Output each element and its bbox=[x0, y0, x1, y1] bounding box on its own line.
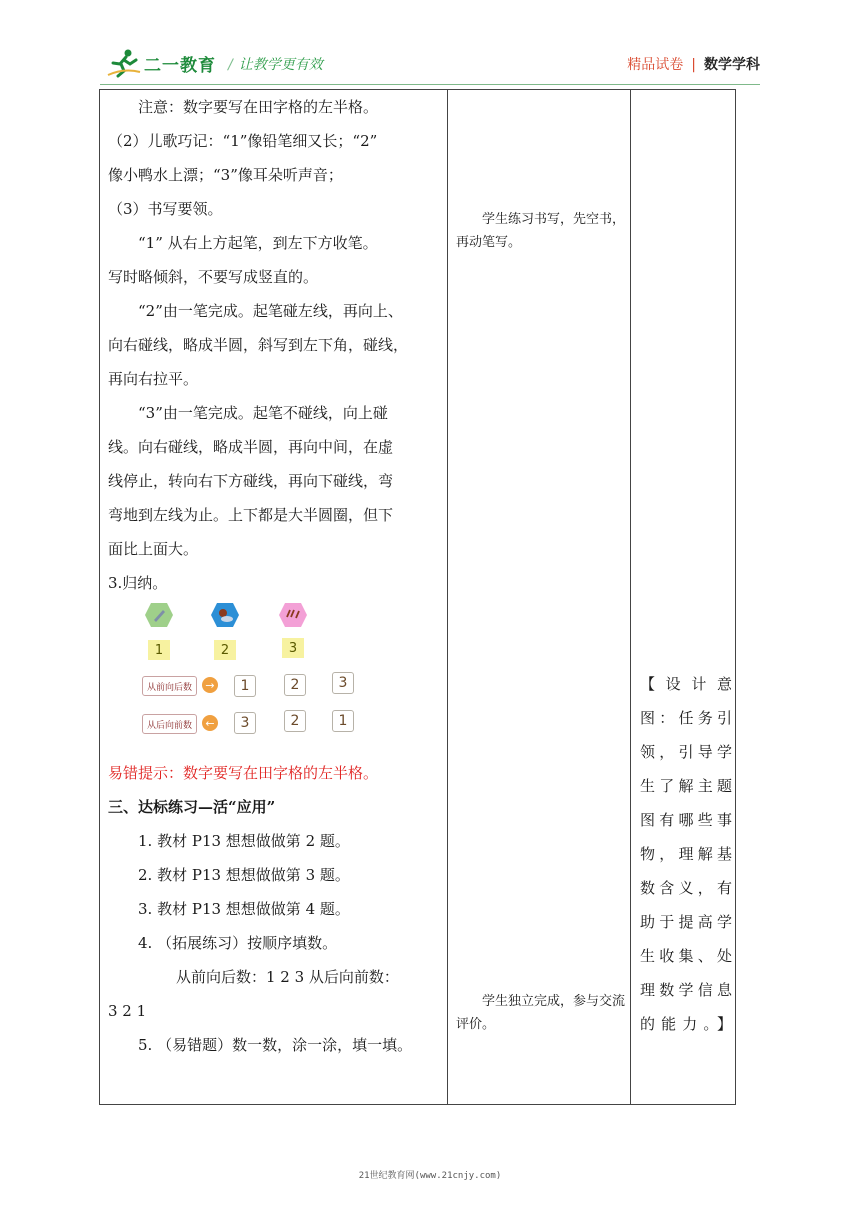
brand-logo bbox=[106, 48, 216, 78]
intent-line: 生了解主题 bbox=[640, 777, 732, 795]
sequence-line: 3 2 1 bbox=[108, 1002, 147, 1020]
intent-line: 助于提高学 bbox=[640, 913, 732, 931]
teaching-process-column-continued bbox=[108, 756, 443, 1062]
exercise-item: 3. 教材 P13 想想做做第 4 题。 bbox=[138, 900, 350, 918]
page-header bbox=[100, 44, 760, 86]
duck-hexagon-icon bbox=[210, 602, 240, 628]
sequence-line: 从前向后数：1 2 3 从后向前数： bbox=[176, 968, 399, 986]
arrow-left-icon: ← bbox=[202, 715, 218, 731]
column-divider-1 bbox=[447, 90, 448, 1104]
pencil-hexagon-icon bbox=[144, 602, 174, 628]
number-card: 3 bbox=[234, 712, 256, 734]
text-line: 向右碰线，略成半圆，斜写到左下角，碰线， bbox=[108, 336, 409, 354]
number-card: 1 bbox=[332, 710, 354, 732]
arrow-right-icon: → bbox=[202, 677, 218, 693]
text-line: （3）书写要领。 bbox=[108, 200, 223, 218]
header-tag-exam: 精品试卷 bbox=[627, 57, 684, 73]
page-footer: 21世纪教育网(www.21cnjy.com) bbox=[358, 1171, 502, 1181]
number-card: 1 bbox=[234, 675, 256, 697]
number-card: 3 bbox=[332, 672, 354, 694]
text-line: 线。向右碰线，略成半圆，再向中间，在虚 bbox=[108, 438, 394, 456]
exercise-item: 2. 教材 P13 想想做做第 3 题。 bbox=[138, 866, 350, 884]
design-intent-column bbox=[640, 667, 732, 1041]
header-right bbox=[627, 54, 760, 74]
count-backward-badge: 从后向前数 bbox=[142, 714, 197, 734]
text-line: 3.归纳。 bbox=[108, 574, 168, 592]
intent-line: 领，引导学 bbox=[640, 743, 732, 761]
hex-number-label: 1 bbox=[148, 640, 170, 660]
text-line: 写时略倾斜，不要写成竖直的。 bbox=[108, 268, 319, 286]
header-tag-subject: 数学学科 bbox=[704, 57, 760, 73]
text-line: 弯地到左线为止。上下都是大半圆圈，但下 bbox=[108, 506, 394, 524]
hex-number-label: 2 bbox=[214, 640, 236, 660]
header-divider bbox=[100, 84, 760, 85]
text-line: 像小鸭水上漂；“3”像耳朵听声音； bbox=[108, 166, 343, 184]
number-card: 2 bbox=[284, 674, 306, 696]
text-line: “2”由一笔完成。起笔碰左线，再向上、 bbox=[138, 302, 403, 320]
intent-line: 数含义，有 bbox=[640, 879, 732, 897]
intent-line: 图：任务引 bbox=[640, 709, 732, 727]
exercise-item: 4. （拓展练习）按顺序填数。 bbox=[138, 934, 338, 952]
text-line: 再向右拉平。 bbox=[108, 370, 199, 388]
exercise-item: 1. 教材 P13 想想做做第 2 题。 bbox=[138, 832, 350, 850]
count-forward-badge: 从前向后数 bbox=[142, 676, 197, 696]
text-line: “1” 从右上方起笔，到左下方收笔。 bbox=[138, 234, 378, 252]
student-activity-b: 学生独立完成，参与交流评价。 bbox=[456, 994, 626, 1032]
text-line: 面比上面大。 bbox=[108, 540, 199, 558]
error-tip: 易错提示：数字要写在田字格的左半格。 bbox=[108, 764, 379, 782]
student-activity-a: 学生练习书写，先空书，再动笔写。 bbox=[456, 212, 626, 250]
intent-line: 物，理解基 bbox=[640, 845, 732, 863]
intent-line: 【设计意 bbox=[640, 675, 732, 693]
exercise-item: 5. （易错题）数一数，涂一涂，填一填。 bbox=[138, 1036, 413, 1054]
slogan: / 让教学更有效 bbox=[228, 57, 323, 73]
runner-logo-icon bbox=[106, 48, 142, 78]
hex-number-label: 3 bbox=[282, 638, 304, 658]
text-line: （2）儿歌巧记：“1”像铅笔细又长；“2” bbox=[108, 132, 378, 150]
text-line: 线停止，转向右下方碰线，再向下碰线，弯 bbox=[108, 472, 394, 490]
intent-line: 图有哪些事 bbox=[640, 811, 732, 829]
number-card: 2 bbox=[284, 710, 306, 732]
lesson-table bbox=[99, 89, 736, 1105]
ears-hexagon-icon bbox=[278, 602, 308, 628]
column-divider-2 bbox=[630, 90, 631, 1104]
teaching-process-column bbox=[108, 90, 443, 600]
slogan-text: 让教学更有效 bbox=[238, 57, 323, 73]
header-separator: | bbox=[691, 57, 696, 73]
intent-line: 的能力。】 bbox=[640, 1015, 732, 1033]
brand-name: 二一教育 bbox=[144, 55, 216, 76]
intent-line: 生收集、处 bbox=[640, 947, 732, 965]
counting-figure bbox=[132, 602, 372, 752]
section-heading: 三、达标练习—活“应用” bbox=[108, 798, 276, 816]
text-line: “3”由一笔完成。起笔不碰线，向上碰 bbox=[138, 404, 388, 422]
text-line: 注意：数字要写在田字格的左半格。 bbox=[138, 98, 379, 116]
intent-line: 理数学信息 bbox=[640, 981, 732, 999]
